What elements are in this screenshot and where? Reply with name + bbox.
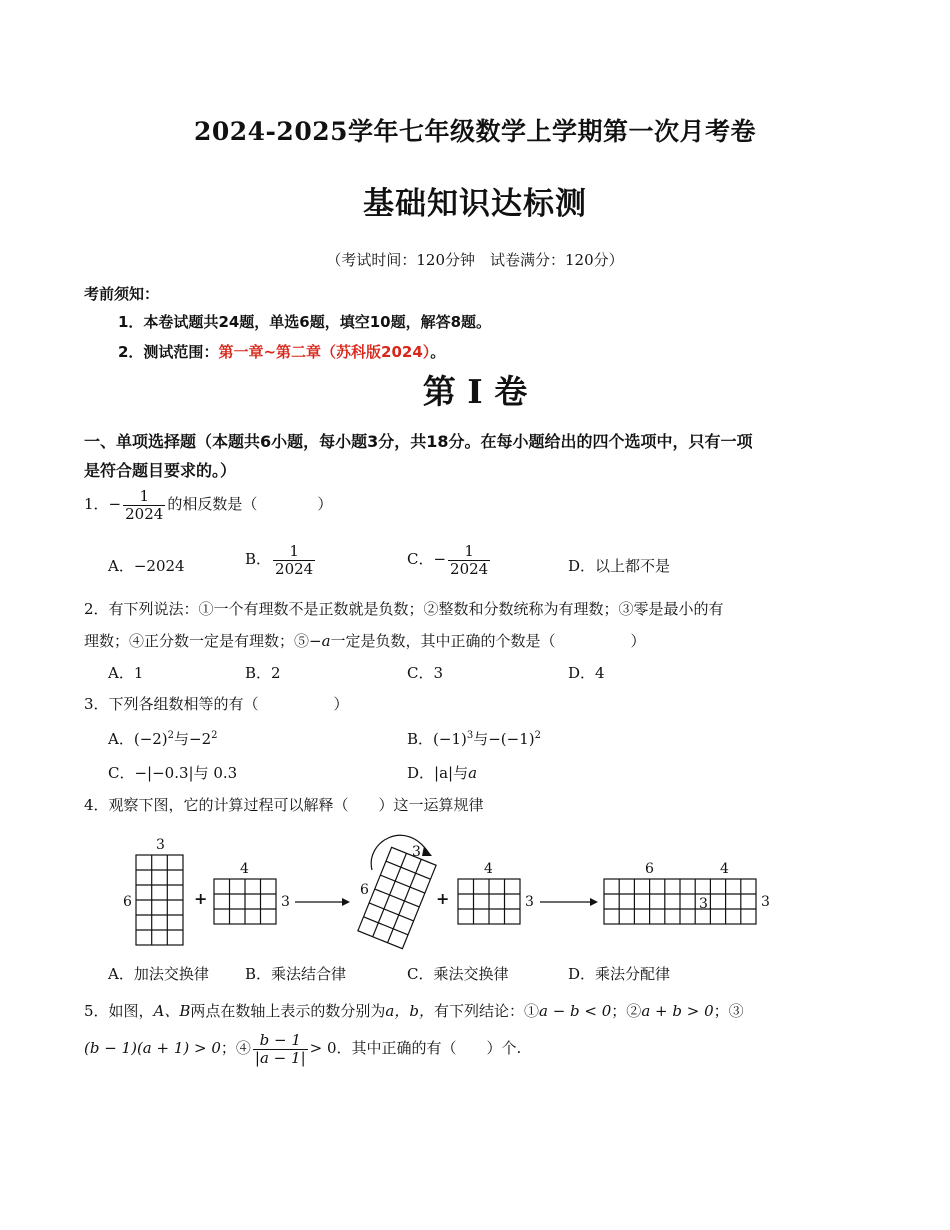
q3-option-a-exp2: 2 (211, 730, 218, 741)
notice-item-1: 1．本卷试题共24题，单选6题，填空10题，解答8题。 (118, 313, 492, 331)
q3-option-b-exp2: 2 (534, 730, 541, 741)
q3-option-d-expr: |a|与 (434, 764, 469, 782)
q1-option-c-den: 2024 (450, 559, 489, 578)
fig-label-g2-top: 4 (240, 861, 249, 877)
q5-sep-2: ；③ (713, 1002, 744, 1020)
q1-option-a: A．−2024 (108, 557, 185, 575)
arrow-head-1 (342, 898, 350, 906)
test-scope: 第一章~第二章（苏科版2024） (218, 343, 431, 361)
q3-option-a-label: A． (108, 730, 134, 748)
q1-option-b-den: 2024 (275, 559, 314, 578)
grid-4x3 (214, 879, 276, 924)
q1-option-c-num: 1 (464, 542, 474, 560)
grid-combined-10x3 (604, 879, 756, 924)
q4-option-d: D．乘法分配律 (568, 965, 671, 983)
q4-option-b: B．乘法结合律 (245, 965, 347, 983)
fig-label-g1-top: 3 (156, 837, 165, 853)
q2-var-a: a (321, 632, 331, 650)
fig-plus-2: + (436, 889, 450, 908)
fig-plus-1: + (194, 889, 208, 908)
q5-vars: a，b， (385, 1002, 434, 1020)
fig-label-g5-top-6: 6 (645, 861, 654, 877)
exam-subtitle: 基础知识达标测 (363, 186, 587, 222)
q2-option-b: B．2 (245, 664, 281, 682)
grid-4x3-second (458, 879, 520, 924)
notice-heading: 考前须知： (84, 285, 160, 303)
volume-heading: 第 I 卷 (422, 372, 528, 411)
exam-info: （考试时间：120分钟 试卷满分：120分） (326, 251, 624, 269)
q2-option-c: C．3 (407, 664, 444, 682)
q1-option-c-fraction (448, 543, 490, 577)
fig-label-g5-mid: 3 (699, 896, 708, 912)
q1-text: 的相反数是（ ） (167, 495, 333, 513)
q3-option-d (407, 762, 477, 783)
q3-stem: 3．下列各组数相等的有（ ） (84, 695, 349, 713)
q3-option-b-expr1: (−1) (433, 730, 467, 748)
q5-end: ．其中正确的有（ ）个. (336, 1039, 522, 1057)
q5-conclusion-3: (b − 1)(a + 1) > 0 (84, 1039, 221, 1057)
fig-label-g3-top: 3 (412, 844, 421, 860)
q3-option-a-mid: 与−2 (174, 730, 212, 748)
q3-option-b-mid: 与−(−1) (473, 730, 535, 748)
q4-option-a: A．加法交换律 (108, 965, 209, 983)
q5-conclusion-2: a + b > 0 (641, 1002, 714, 1020)
q1-fraction-num: 1 (139, 487, 149, 505)
q5-mid: 两点在数轴上表示的数分别为 (190, 1002, 386, 1020)
fig-label-g3-left: 6 (360, 882, 369, 898)
q5-conclusion-4-fraction (253, 1032, 308, 1066)
fig-label-g2-right: 3 (281, 894, 290, 910)
q5-conclusion-4-num: b − 1 (259, 1031, 301, 1049)
fig-label-g4-top: 4 (484, 861, 493, 877)
fig-label-g4-right: 3 (525, 894, 534, 910)
q4-option-c: C．乘法交换律 (407, 965, 509, 983)
q3-option-a (108, 728, 218, 749)
arrow-head-2 (590, 898, 598, 906)
q2-line2-b: 一定是负数，其中正确的个数是（ ） (330, 632, 646, 650)
q3-option-b-exp1: 3 (466, 730, 474, 741)
q5-intro: 5．如图， (84, 1002, 154, 1020)
q5-sep-3: ；④ (220, 1039, 251, 1057)
q5-conclusion-4-tail: > 0 (309, 1039, 337, 1057)
q1-option-b-fraction (273, 543, 315, 577)
q3-option-a-exp1: 2 (167, 730, 175, 741)
section1-instructions-line2: 是符合题目要求的。） (84, 461, 237, 480)
fig-label-g5-right: 3 (761, 894, 770, 910)
q1-number: 1． (84, 495, 109, 513)
notice-item-2-prefix: 2．测试范围： (118, 343, 219, 361)
q3-option-b (407, 728, 541, 749)
q5-conclusion-1: a − b < 0 (538, 1002, 612, 1020)
q1-stem (84, 488, 332, 522)
q2-line1: 2．有下列说法：①一个有理数不是正数就是负数；②整数和分数统称为有理数；③零是最小的有 (84, 600, 724, 618)
notice-item-2-suffix: 。 (430, 343, 446, 361)
q3-option-d-label: D． (407, 764, 435, 782)
q3-option-d-var: a (468, 764, 478, 782)
q5-line1 (84, 1000, 744, 1021)
q5-conclusion-4-den: |a − 1| (254, 1048, 306, 1067)
q1-option-c (407, 543, 492, 577)
q4-stem: 4．观察下图，它的计算过程可以解释（ ）这一运算规律 (84, 796, 484, 814)
q2-line2 (84, 630, 646, 651)
q4-figure (110, 822, 790, 957)
q1-fraction-den: 2024 (125, 504, 164, 523)
fig-label-g5-top-4: 4 (720, 861, 729, 877)
q5-sep-1: ；② (611, 1002, 642, 1020)
section1-instructions-line1: 一、单项选择题（本题共6小题，每小题3分，共18分。在每小题给出的四个选项中，只有一项 (84, 432, 753, 451)
q1-option-c-label: C．− (407, 550, 447, 568)
q2-option-a: A．1 (108, 664, 144, 682)
grid-rotated-3x6 (358, 847, 436, 948)
rotation-arrow-head (422, 846, 432, 856)
fig-label-g1-left: 6 (123, 894, 132, 910)
q1-fraction (123, 488, 165, 522)
q1-option-b-num: 1 (289, 542, 299, 560)
q3-option-a-expr1: (−2) (133, 730, 168, 748)
q1-option-b (245, 543, 317, 577)
q5-conclusions-intro: 有下列结论：① (433, 1002, 539, 1020)
q3-option-b-label: B． (407, 730, 434, 748)
q2-line2-a: 理数；④正分数一定是有理数；⑤− (84, 632, 322, 650)
q5-line2 (84, 1032, 521, 1066)
grid-3x6 (136, 855, 183, 945)
q5-points: A、B (153, 1002, 191, 1020)
notice-item-2 (118, 341, 445, 362)
q1-option-d: D．以上都不是 (568, 557, 671, 575)
q1-neg-sign: − (108, 495, 122, 513)
exam-title: 2024-2025学年七年级数学上学期第一次月考卷 (193, 117, 757, 146)
q3-option-c: C．−|−0.3|与 0.3 (108, 764, 238, 782)
q1-option-b-label: B． (245, 550, 272, 568)
q2-option-d: D．4 (568, 664, 605, 682)
